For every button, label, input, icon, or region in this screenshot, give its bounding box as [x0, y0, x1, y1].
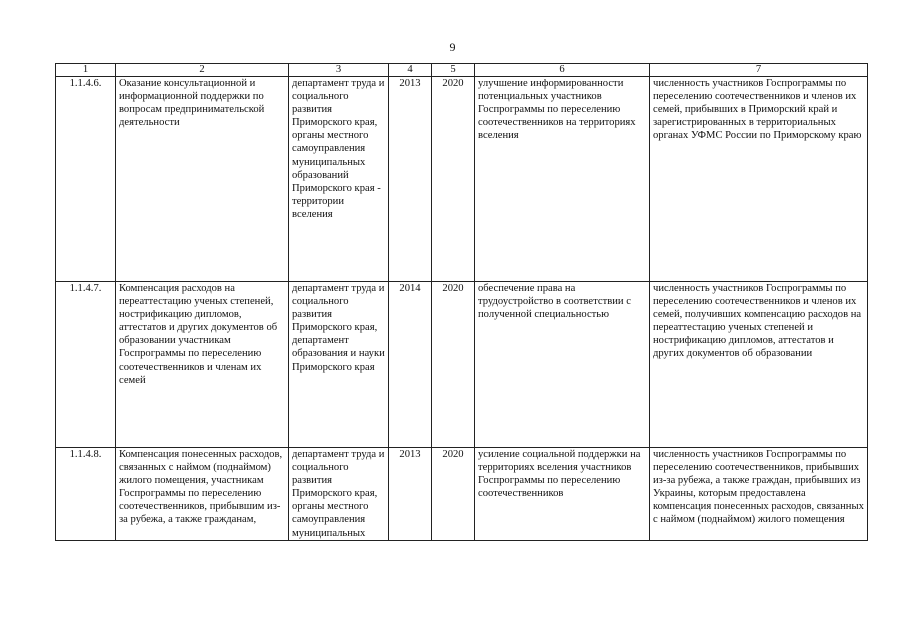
end-year: 2020	[432, 282, 475, 448]
table-row	[56, 282, 868, 448]
row-number: 1.1.4.7.	[56, 282, 116, 448]
executor: департамент труда и социального развития Приморского края, органы местного самоуправления муниципальных образований Приморского края - территории вселения	[289, 77, 389, 282]
column-header-7: 7	[650, 64, 868, 77]
end-year: 2020	[432, 77, 475, 282]
start-year: 2014	[389, 282, 432, 448]
column-header-row	[56, 64, 868, 77]
start-year: 2013	[389, 77, 432, 282]
program-table	[55, 63, 868, 541]
indicator: численность участников Госпрограммы по переселению соотечественников и членов их семей, получивших компенсацию расходов на переаттестацию ученых степеней и нострификацию дипломов, аттестатов и других документов об образовании	[650, 282, 868, 448]
executor: департамент труда и социального развития Приморского края, органы местного самоуправления муниципальных	[289, 448, 389, 541]
table-row	[56, 77, 868, 282]
end-year: 2020	[432, 448, 475, 541]
row-number: 1.1.4.8.	[56, 448, 116, 541]
column-header-6: 6	[475, 64, 650, 77]
column-header-2: 2	[116, 64, 289, 77]
measure-name: Оказание консультационной и информационной поддержки по вопросам предпринимательской деятельности	[116, 77, 289, 282]
measure-name: Компенсация понесенных расходов, связанных с наймом (поднаймом) жилого помещения, участникам Госпрограммы по переселению соотечественников, прибывшим из-за рубежа, а также гражданам,	[116, 448, 289, 541]
page-number: 9	[449, 40, 456, 54]
start-year: 2013	[389, 448, 432, 541]
row-number: 1.1.4.6.	[56, 77, 116, 282]
expected-result: обеспечение права на трудоустройство в соответствии с полученной специальностью	[475, 282, 650, 448]
column-header-1: 1	[56, 64, 116, 77]
table-row	[56, 448, 868, 541]
measure-name: Компенсация расходов на переаттестацию ученых степеней, нострификацию дипломов, аттестатов и других документов об образовании участникам Госпрограммы по переселению соотечественников и членам их семей	[116, 282, 289, 448]
indicator: численность участников Госпрограммы по переселению соотечественников, прибывших из-за рубежа, а также граждан, прибывших из Украины, которым предоставлена компенсация понесенных расходов, связанных с наймом (поднаймом) жилого помещения	[650, 448, 868, 541]
indicator: численность участников Госпрограммы по переселению соотечественников и членов их семей, прибывших в Приморский край и зарегистрированных в территориальных органах УФМС России по Приморскому краю	[650, 77, 868, 282]
column-header-3: 3	[289, 64, 389, 77]
expected-result: усиление социальной поддержки на территориях вселения участников Госпрограммы по переселению соотечественников	[475, 448, 650, 541]
executor: департамент труда и социального развития Приморского края, департамент образования и науки Приморского края	[289, 282, 389, 448]
column-header-5: 5	[432, 64, 475, 77]
expected-result: улучшение информированности потенциальных участников Госпрограммы по переселению соотечественников на территориях вселения	[475, 77, 650, 282]
column-header-4: 4	[389, 64, 432, 77]
